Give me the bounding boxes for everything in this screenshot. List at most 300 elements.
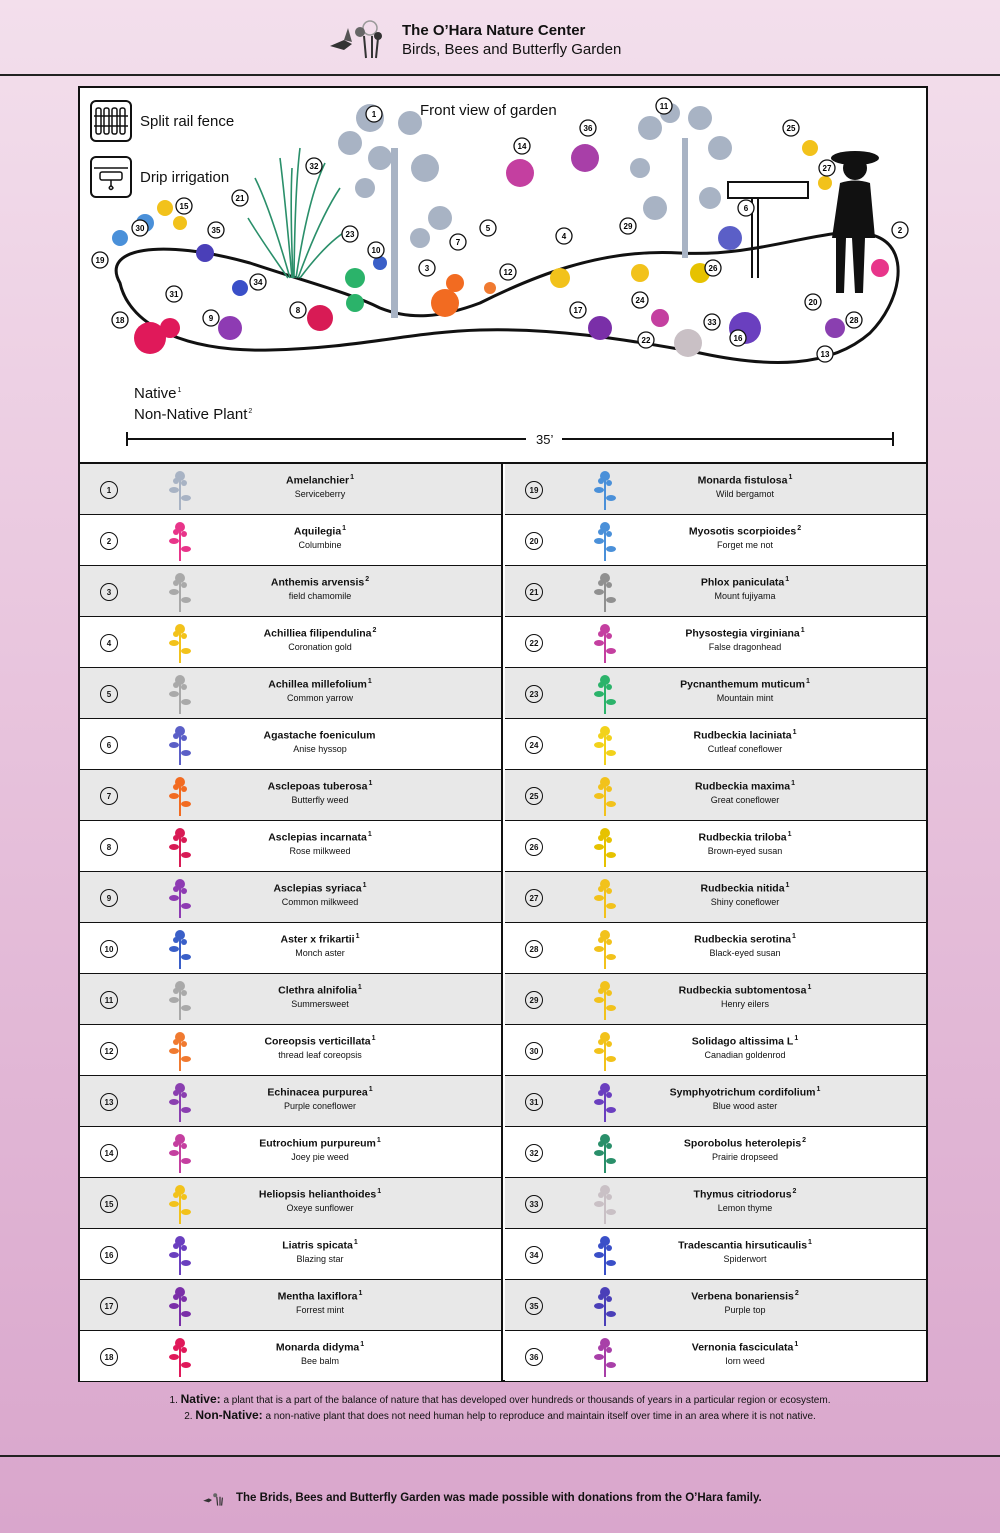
plant-origin-sup: 1 xyxy=(794,1035,799,1042)
plant-origin-sup: 1 xyxy=(376,1137,381,1144)
plant-scientific-name: Rudbeckia triloba xyxy=(698,831,787,844)
plant-scientific-name: Verbena bonariensis xyxy=(691,1290,794,1303)
plant-number: 7 xyxy=(100,787,118,805)
plant-row xyxy=(505,515,926,566)
nonnative-sup: 2 xyxy=(248,408,253,415)
plant-marker-number: 29 xyxy=(623,222,633,231)
plant-row xyxy=(80,1229,501,1280)
plant-common-name: Summersweet xyxy=(291,998,349,1009)
plant-marker-number: 27 xyxy=(822,164,832,173)
footnotes xyxy=(0,1392,1000,1424)
plant-common-name: False dragonhead xyxy=(708,641,782,652)
plant-number: 32 xyxy=(525,1144,543,1162)
plant-marker xyxy=(290,302,306,318)
plant-row xyxy=(80,1127,501,1178)
plant-scientific-name: Myosotis scorpioides xyxy=(688,525,797,538)
plant-names xyxy=(230,831,410,856)
plant-row xyxy=(80,617,501,668)
plant-thumbnail-icon xyxy=(587,1131,623,1175)
plant-names xyxy=(230,984,410,1009)
plant-thumbnail-icon xyxy=(162,927,198,971)
plant-names xyxy=(655,1086,835,1111)
plant-row xyxy=(505,1178,926,1229)
plant-origin-sup: 1 xyxy=(792,729,797,736)
footer-divider xyxy=(0,1455,1000,1457)
plant-thumbnail-icon xyxy=(162,1131,198,1175)
plant-origin-sup: 1 xyxy=(357,984,362,991)
plant-row xyxy=(80,872,501,923)
plant-number: 31 xyxy=(525,1093,543,1111)
plant-origin-sup: 1 xyxy=(377,1188,382,1195)
footnote-native xyxy=(0,1392,1000,1408)
plant-common-name: Spiderwort xyxy=(723,1253,767,1264)
page-header xyxy=(0,0,1000,76)
native-legend xyxy=(134,382,252,424)
plant-origin-sup: 1 xyxy=(791,780,796,787)
plant-number: 36 xyxy=(525,1348,543,1366)
plant-marker xyxy=(705,260,721,276)
plant-thumbnail-icon xyxy=(162,978,198,1022)
plant-scientific-name: Echinacea purpurea xyxy=(267,1086,368,1099)
plant-row xyxy=(505,974,926,1025)
plant-origin-sup: 2 xyxy=(797,525,802,532)
plant-row xyxy=(505,719,926,770)
plant-origin-sup: 1 xyxy=(787,831,792,838)
plant-row xyxy=(505,617,926,668)
plant-table xyxy=(80,464,926,1380)
plant-marker-number: 14 xyxy=(517,142,527,151)
plant-names xyxy=(230,678,410,703)
plant-marker-number: 34 xyxy=(253,278,263,287)
plant-origin-sup: 1 xyxy=(360,1341,365,1348)
plant-thumbnail-icon xyxy=(587,876,623,920)
plant-scientific-name: Symphyotrichum cordifolium xyxy=(669,1086,816,1099)
plant-names xyxy=(655,627,835,652)
plant-thumbnail-icon xyxy=(587,570,623,614)
plant-common-name: Monch aster xyxy=(295,947,345,958)
plant-scientific-name: Tradescantia hirsuticaulis xyxy=(678,1239,808,1252)
plant-common-name: Wild bergamot xyxy=(715,488,775,499)
plant-origin-sup: 1 xyxy=(342,525,347,532)
plant-marker xyxy=(730,330,746,346)
garden-sign xyxy=(728,182,808,278)
plant-thumbnail-icon xyxy=(587,723,623,767)
plant-number: 2 xyxy=(100,532,118,550)
plant-scientific-name: Mentha laxiflora xyxy=(277,1290,358,1303)
plant-scientific-name: Monarda fistulosa xyxy=(697,474,788,487)
plant-thumbnail-icon xyxy=(162,519,198,563)
plant-thumbnail-icon xyxy=(587,1029,623,1073)
plant-marker xyxy=(176,198,192,214)
plant-row xyxy=(505,1229,926,1280)
plant-thumbnail-icon xyxy=(162,774,198,818)
plant-marker-number: 24 xyxy=(635,296,645,305)
plant-names xyxy=(230,729,410,754)
plant-names xyxy=(230,1188,410,1213)
plant-names xyxy=(655,933,835,958)
plant-thumbnail-icon xyxy=(587,927,623,971)
plant-row xyxy=(505,1280,926,1331)
plant-thumbnail-icon xyxy=(162,621,198,665)
plant-origin-sup: 1 xyxy=(808,1239,812,1246)
plant-scientific-name: Asclepias syriaca xyxy=(273,882,362,895)
plant-thumbnail-icon xyxy=(162,876,198,920)
plant-common-name: Prairie dropseed xyxy=(711,1151,779,1162)
plant-marker xyxy=(166,286,182,302)
plant-thumbnail-icon xyxy=(587,519,623,563)
plant-row xyxy=(80,1076,501,1127)
plant-marker-number: 22 xyxy=(641,336,651,345)
plant-common-name: Henry eilers xyxy=(720,998,769,1009)
plant-marker-number: 8 xyxy=(295,306,301,315)
plant-number: 19 xyxy=(525,481,543,499)
plant-scientific-name: Pycnanthemum muticum xyxy=(680,678,805,691)
plant-number: 18 xyxy=(100,1348,118,1366)
plant-origin-sup: 1 xyxy=(367,678,372,685)
plant-names xyxy=(655,1239,835,1264)
dimension-line xyxy=(126,432,894,446)
plant-number: 27 xyxy=(525,889,543,907)
plant-row xyxy=(80,515,501,566)
plant-names xyxy=(230,1341,410,1366)
plant-number: 17 xyxy=(100,1297,118,1315)
footnote-1-number: 1. xyxy=(169,1395,178,1406)
plant-scientific-name: Rudbeckia serotina xyxy=(694,933,791,946)
plant-row xyxy=(505,1127,926,1178)
plant-common-name: Bee balm xyxy=(300,1355,340,1366)
plant-number-markers xyxy=(92,98,908,362)
plant-marker xyxy=(366,106,382,122)
plant-names xyxy=(655,576,835,601)
plant-scientific-name: Agastache foeniculum xyxy=(263,729,376,742)
plant-row xyxy=(80,1280,501,1331)
plant-common-name: Forget me not xyxy=(716,539,774,550)
plant-names xyxy=(655,882,835,907)
plant-marker xyxy=(480,220,496,236)
plant-scientific-name: Liatris spicata xyxy=(282,1239,353,1252)
plant-number: 6 xyxy=(100,736,118,754)
plant-names xyxy=(230,1239,410,1264)
plant-row xyxy=(80,974,501,1025)
plant-number: 15 xyxy=(100,1195,118,1213)
plant-marker-number: 10 xyxy=(371,246,381,255)
plant-common-name: Rose milkweed xyxy=(289,845,351,856)
plant-row xyxy=(80,1025,501,1076)
plant-marker-number: 19 xyxy=(95,256,105,265)
plant-thumbnail-icon xyxy=(587,978,623,1022)
plant-number: 3 xyxy=(100,583,118,601)
plant-origin-sup: 1 xyxy=(800,627,805,634)
plant-origin-sup: 1 xyxy=(785,576,790,583)
header-title: The O’Hara Nature Center xyxy=(402,22,586,39)
plant-thumbnail-icon xyxy=(162,570,198,614)
plant-names xyxy=(655,525,835,550)
plant-common-name: Great coneflower xyxy=(710,794,780,805)
plant-common-name: Columbine xyxy=(298,539,342,550)
plant-names xyxy=(230,474,410,499)
garden-logo-icon xyxy=(322,14,392,64)
plant-row xyxy=(80,923,501,974)
plant-row xyxy=(505,464,926,515)
plant-scientific-name: Clethra alnifolia xyxy=(278,984,357,997)
plant-origin-sup: 2 xyxy=(792,1188,797,1195)
plant-marker-number: 30 xyxy=(135,224,145,233)
plant-thumbnail-icon xyxy=(587,1335,623,1379)
plant-thumbnail-icon xyxy=(587,621,623,665)
plant-origin-sup: 1 xyxy=(358,1290,363,1297)
plant-names xyxy=(655,474,835,499)
footnote-2-text: a non-native plant that does not need human help to reproduce and maintain itself over time in an area where it is not native. xyxy=(265,1411,816,1422)
plant-number: 13 xyxy=(100,1093,118,1111)
plant-origin-sup: 1 xyxy=(805,678,810,685)
native-label: Native xyxy=(134,385,177,402)
plant-marker xyxy=(514,138,530,154)
plant-row xyxy=(80,464,501,515)
plant-number: 12 xyxy=(100,1042,118,1060)
plant-origin-sup: 1 xyxy=(368,1086,373,1093)
plant-origin-sup: 1 xyxy=(350,474,354,481)
plant-number: 21 xyxy=(525,583,543,601)
plant-marker xyxy=(306,158,322,174)
plant-origin-sup: 1 xyxy=(794,1341,799,1348)
plant-names xyxy=(655,1341,835,1366)
plant-marker xyxy=(556,228,572,244)
front-view-label: Front view of garden xyxy=(420,102,557,119)
plant-row xyxy=(80,821,501,872)
plant-marker xyxy=(368,242,384,258)
plant-names xyxy=(230,882,410,907)
plant-number: 26 xyxy=(525,838,543,856)
plant-names xyxy=(230,780,410,805)
plant-row xyxy=(505,566,926,617)
plant-common-name: Joey pie weed xyxy=(291,1151,349,1162)
plant-marker xyxy=(92,252,108,268)
plant-origin-sup: 1 xyxy=(785,882,790,889)
plant-common-name: Blazing star xyxy=(296,1253,344,1264)
plant-column-right xyxy=(505,464,926,1382)
plant-number: 30 xyxy=(525,1042,543,1060)
plant-row xyxy=(80,719,501,770)
plant-scientific-name: Rudbeckia maxima xyxy=(694,780,791,793)
plant-scientific-name: Amelanchier xyxy=(286,474,350,487)
plant-row xyxy=(505,668,926,719)
plant-number: 22 xyxy=(525,634,543,652)
plant-thumbnail-icon xyxy=(587,1284,623,1328)
plant-number: 25 xyxy=(525,787,543,805)
plant-origin-sup: 1 xyxy=(807,984,812,991)
plant-names xyxy=(230,1290,410,1315)
plant-marker xyxy=(450,234,466,250)
plant-names xyxy=(655,729,835,754)
plant-thumbnail-icon xyxy=(587,672,623,716)
plant-common-name: Butterfly weed xyxy=(291,794,349,805)
plant-marker-number: 25 xyxy=(786,124,796,133)
plant-number: 33 xyxy=(525,1195,543,1213)
plant-common-name: Shiny coneflower xyxy=(710,896,780,907)
plant-row xyxy=(80,566,501,617)
plant-names xyxy=(230,933,410,958)
plant-names xyxy=(655,1035,835,1060)
plant-marker xyxy=(632,292,648,308)
plant-origin-sup: 1 xyxy=(371,1035,376,1042)
plant-marker xyxy=(656,98,672,114)
plant-thumbnail-icon xyxy=(162,1080,198,1124)
footer-text: The Brids, Bees and Butterfly Garden was made possible with donations from the O’Hara family. xyxy=(236,1492,762,1504)
plant-common-name: Canadian goldenrod xyxy=(704,1049,786,1060)
plant-row xyxy=(80,1178,501,1229)
plant-marker xyxy=(232,190,248,206)
plant-marker xyxy=(570,302,586,318)
plant-marker-number: 26 xyxy=(708,264,718,273)
plant-origin-sup: 1 xyxy=(355,933,360,940)
plant-common-name: Brown-eyed susan xyxy=(707,845,783,856)
plant-marker xyxy=(783,120,799,136)
plant-common-name: Purple coneflower xyxy=(283,1100,357,1111)
plant-marker-number: 11 xyxy=(659,102,669,111)
plant-row xyxy=(505,1025,926,1076)
plant-names xyxy=(230,1137,410,1162)
plant-row xyxy=(505,1331,926,1382)
plant-common-name: field chamomile xyxy=(288,590,352,601)
plant-common-name: thread leaf coreopsis xyxy=(278,1049,362,1060)
plant-row xyxy=(80,770,501,821)
garden-logo-small-icon xyxy=(200,1488,228,1508)
plant-scientific-name: Achilliea filipendulina xyxy=(263,627,372,640)
plant-common-name: Iorn weed xyxy=(725,1355,765,1366)
plant-row xyxy=(80,668,501,719)
plant-marker xyxy=(704,314,720,330)
plant-origin-sup: 1 xyxy=(353,1239,358,1246)
plant-marker-number: 15 xyxy=(179,202,189,211)
footnote-2-term: Non-Native: xyxy=(195,1408,263,1422)
plant-common-name: Common milkweed xyxy=(281,896,359,907)
plant-marker xyxy=(892,222,908,238)
plant-number: 4 xyxy=(100,634,118,652)
plant-marker-number: 33 xyxy=(707,318,717,327)
footer xyxy=(200,1488,762,1508)
plant-common-name: Cutleaf coneflower xyxy=(707,743,783,754)
dimension-label: 35’ xyxy=(536,432,554,447)
plant-number: 28 xyxy=(525,940,543,958)
plant-number: 10 xyxy=(100,940,118,958)
plant-marker-number: 3 xyxy=(424,264,430,273)
plant-marker xyxy=(819,160,835,176)
plant-marker-number: 32 xyxy=(309,162,319,171)
plant-thumbnail-icon xyxy=(587,825,623,869)
plant-marker xyxy=(638,332,654,348)
plant-names xyxy=(230,1086,410,1111)
plant-common-name: Forrest mint xyxy=(295,1304,344,1315)
plant-marker-number: 18 xyxy=(115,316,125,325)
plant-marker xyxy=(112,312,128,328)
footnote-nonnative xyxy=(0,1408,1000,1424)
plant-scientific-name: Aster x frikartii xyxy=(280,933,355,946)
plant-marker-number: 17 xyxy=(573,306,583,315)
plant-row xyxy=(505,770,926,821)
plant-scientific-name: Solidago altissima L xyxy=(691,1035,794,1048)
plant-origin-sup: 2 xyxy=(372,627,377,634)
plant-names xyxy=(230,1035,410,1060)
plant-marker-number: 1 xyxy=(371,110,377,119)
plant-scientific-name: Aquilegia xyxy=(293,525,342,538)
plant-column-left xyxy=(80,464,503,1382)
plant-names xyxy=(655,1290,835,1315)
plant-common-name: Common yarrow xyxy=(286,692,353,703)
plant-common-name: Coronation gold xyxy=(288,641,352,652)
plant-scientific-name: Coreopsis verticillata xyxy=(264,1035,371,1048)
plant-row xyxy=(505,821,926,872)
plant-scientific-name: Asclepias incarnata xyxy=(268,831,367,844)
plant-common-name: Purple top xyxy=(724,1304,766,1315)
plant-scientific-name: Physostegia virginiana xyxy=(685,627,800,640)
nonnative-label: Non-Native Plant xyxy=(134,406,248,423)
plant-common-name: Mount fujiyama xyxy=(714,590,776,601)
plant-marker xyxy=(738,200,754,216)
plant-names xyxy=(655,984,835,1009)
plant-common-name: Lemon thyme xyxy=(717,1202,773,1213)
plant-marker-number: 4 xyxy=(561,232,567,241)
plant-origin-sup: 1 xyxy=(816,1086,821,1093)
plant-names xyxy=(655,1137,835,1162)
plant-number: 9 xyxy=(100,889,118,907)
plant-number: 35 xyxy=(525,1297,543,1315)
plant-thumbnail-icon xyxy=(162,825,198,869)
plant-marker-number: 12 xyxy=(503,268,513,277)
native-sup: 1 xyxy=(177,387,182,394)
plant-scientific-name: Phlox paniculata xyxy=(700,576,785,589)
plant-thumbnail-icon xyxy=(587,468,623,512)
plant-row xyxy=(505,872,926,923)
plant-marker xyxy=(419,260,435,276)
plant-marker xyxy=(342,226,358,242)
prairie-dropseed-illustration xyxy=(248,148,352,278)
plant-scientific-name: Anthemis arvensis xyxy=(270,576,365,589)
plant-names xyxy=(230,525,410,550)
plant-thumbnail-icon xyxy=(587,1080,623,1124)
plant-scientific-name: Achillea millefolium xyxy=(268,678,367,691)
plant-origin-sup: 1 xyxy=(788,474,793,481)
plant-names xyxy=(230,576,410,601)
plant-thumbnail-icon xyxy=(162,1029,198,1073)
plant-row xyxy=(505,1076,926,1127)
plant-scientific-name: Rudbeckia subtomentosa xyxy=(678,984,807,997)
plant-origin-sup: 2 xyxy=(802,1137,807,1144)
plant-number: 14 xyxy=(100,1144,118,1162)
plant-marker xyxy=(208,222,224,238)
footnote-1-text: a plant that is a part of the balance of nature that has developed over hundreds or thousands of years in a particular region or ecosystem. xyxy=(223,1395,831,1406)
plant-origin-sup: 2 xyxy=(794,1290,799,1297)
footnote-2-number: 2. xyxy=(184,1411,193,1422)
plant-thumbnail-icon xyxy=(162,1284,198,1328)
plant-scientific-name: Rudbeckia laciniata xyxy=(693,729,792,742)
footnote-1-term: Native: xyxy=(180,1392,221,1406)
plant-scientific-name: Rudbeckia nitida xyxy=(700,882,785,895)
plant-thumbnail-icon xyxy=(162,672,198,716)
plant-marker xyxy=(580,120,596,136)
plant-scientific-name: Vernonia fasciculata xyxy=(691,1341,794,1354)
plant-common-name: Blue wood aster xyxy=(712,1100,778,1111)
summersweet-illustration xyxy=(630,103,732,258)
plant-thumbnail-icon xyxy=(162,1182,198,1226)
plant-number: 8 xyxy=(100,838,118,856)
garden-bed-outline xyxy=(116,232,898,362)
plant-marker xyxy=(805,294,821,310)
plant-marker-number: 16 xyxy=(733,334,743,343)
plant-marker xyxy=(500,264,516,280)
plant-marker-number: 13 xyxy=(820,350,830,359)
garden-panel xyxy=(78,86,928,1382)
plant-marker xyxy=(846,312,862,328)
